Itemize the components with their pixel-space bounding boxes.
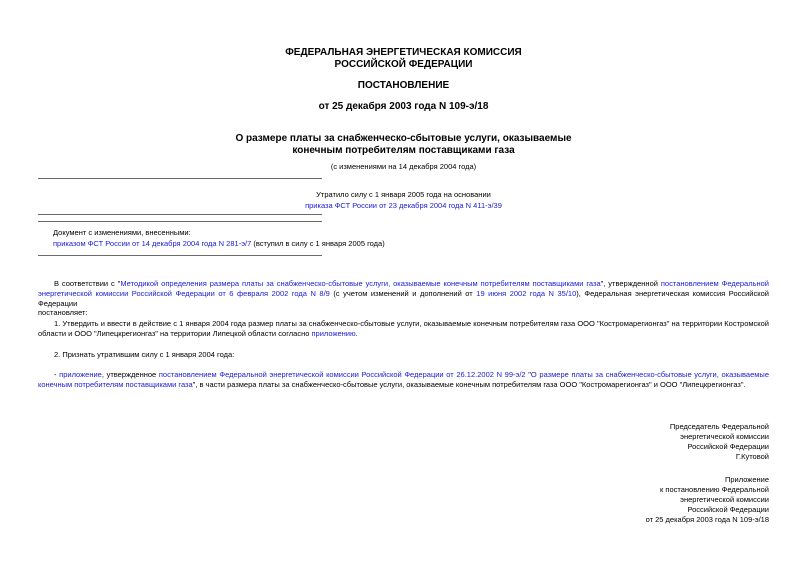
appendix-line: Российской Федерации (687, 505, 769, 514)
text-run: ", в части размера платы за снабженческо-сбытовые услуги, оказываемые конечным потребителям газа ООО "Костромарегионгаз" и ООО "Липецкрегионгаз". (192, 380, 746, 389)
text-run: ", утвержденной (600, 279, 661, 288)
document-type: ПОСТАНОВЛЕНИЕ (357, 80, 450, 91)
signature-line: Председатель Федеральной (669, 422, 769, 431)
item-2-heading: 2. Признать утратившим силу с 1 января 2004 года: (54, 350, 235, 359)
appendix-link[interactable]: приложению (311, 329, 356, 338)
repealed-appendix-link[interactable]: приложение (59, 370, 102, 379)
fek-resolution-99-2-link[interactable]: постановлением Федеральной энергетической комиссии Российской Федерации от 26.12.2002 N 99-э/2 (158, 370, 526, 379)
expired-link-line (0, 201, 807, 211)
text-run: 1. Утвердить и ввести в действие с 1 января 2004 года размер платы за снабженческо-сбытовые услуги, оказываемые конечным потребителям газа ООО "Костромарегионгаз" на территории Костромской области и ООО "Липецкрегионгаз" на территории Липецкой области согласно (38, 319, 769, 338)
methodology-link[interactable]: Методикой определения размера платы за снабженческо-сбытовые услуги, оказываемые конечным потребителям поставщиками газа (120, 279, 601, 288)
divider (38, 221, 322, 222)
fek-resolution-8-9-link[interactable]: постановлением Федеральной энергетической комиссии Российской Федерации от 6 февраля 2002 года N 8/9 (38, 279, 769, 298)
signature-block (469, 422, 769, 462)
issuer-line-1: ФЕДЕРАЛЬНАЯ ЭНЕРГЕТИЧЕСКАЯ КОМИССИЯ (285, 47, 522, 58)
signature-line: Российской Федерации (687, 442, 769, 451)
text-run: , утвержденное (101, 370, 159, 379)
amendments-note: (с изменениями на 14 декабря 2004 года) (330, 162, 477, 171)
document-date: от 25 декабря 2003 года N 109-э/18 (318, 101, 489, 112)
divider (38, 178, 322, 179)
item-2-paragraph (38, 370, 769, 390)
document-title-line-2: конечным потребителям поставщиками газа (292, 145, 515, 156)
text-run: (с учетом изменений и дополнений от (329, 289, 477, 298)
changes-intro: Документ с изменениями, внесенными: (53, 228, 191, 237)
appendix-heading-block (469, 475, 769, 525)
text-run: " (525, 370, 531, 379)
appendix-line: энергетической комиссии (680, 495, 769, 504)
changes-order-link[interactable]: приказом ФСТ России от 14 декабря 2004 года N 281-э/7 (53, 239, 252, 248)
issuer-line-2: РОССИЙСКОЙ ФЕДЕРАЦИИ (334, 59, 473, 70)
item-1-paragraph (38, 319, 769, 339)
preamble-paragraph (38, 279, 769, 309)
appendix-line: от 25 декабря 2003 года N 109-э/18 (645, 515, 769, 524)
amendment-35-10-link[interactable]: 19 июня 2002 года N 35/10 (476, 289, 577, 298)
signature-line: энергетической комиссии (680, 432, 769, 441)
appendix-line: Приложение (725, 475, 769, 484)
changes-effective-note: (вступил в силу с 1 января 2005 года) (251, 239, 385, 248)
expired-order-link[interactable]: приказа ФСТ России от 23 декабря 2004 года N 411-э/39 (305, 201, 502, 210)
appendix-line: к постановлению Федеральной (660, 485, 769, 494)
signatory-name: Г.Кутовой (735, 452, 769, 461)
fek-resolution-99-2-title-link[interactable]: О размере платы за снабженческо-сбытовые услуги, оказываемые конечным потребителям поставщиками газа (38, 370, 769, 389)
divider (38, 255, 322, 256)
changes-line (53, 239, 385, 249)
document-title-line-1: О размере платы за снабженческо-сбытовые услуги, оказываемые (235, 133, 572, 144)
text-run: ), Федеральная энергетическая комиссия Российской Федерации (38, 289, 769, 308)
text-run: . (355, 329, 358, 338)
resolves-label: постановляет: (38, 308, 88, 317)
expired-text: Утратило силу с 1 января 2005 года на основании (316, 190, 491, 199)
text-run: В соответствии с " (54, 279, 121, 288)
divider (38, 214, 322, 215)
text-run: - (54, 370, 60, 379)
